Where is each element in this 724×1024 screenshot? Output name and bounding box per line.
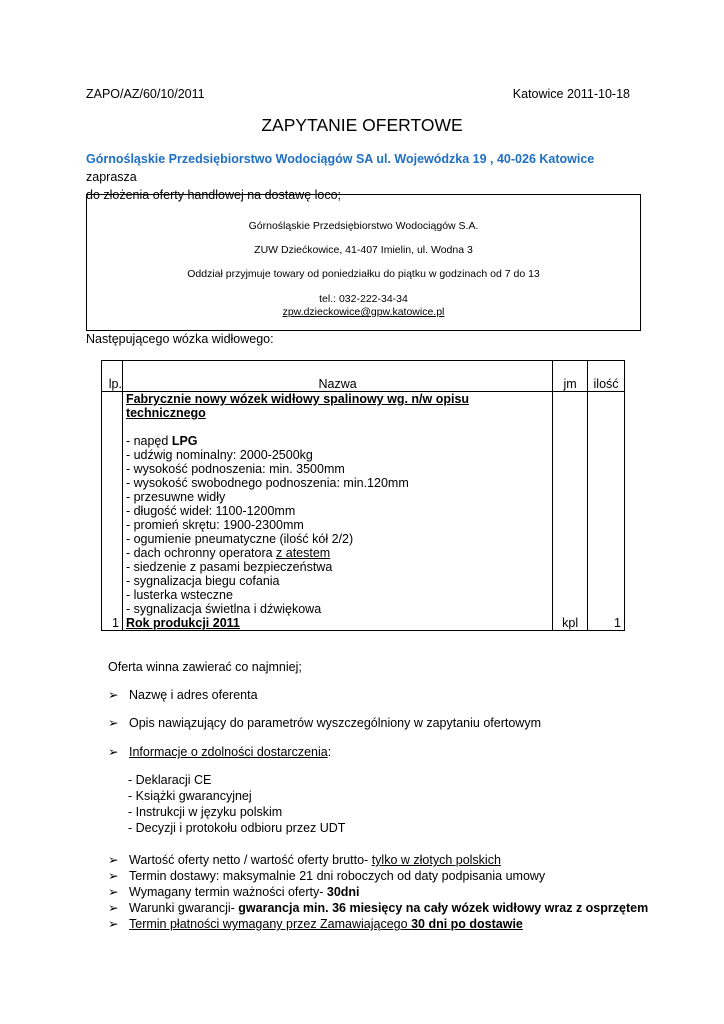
list-item xyxy=(108,715,541,730)
bullet-text: Warunki gwarancji- xyxy=(129,901,239,915)
document-date: Katowice 2011-10-18 xyxy=(512,87,630,101)
list-item xyxy=(108,884,360,899)
offer-intro: Oferta winna zawierać co najmniej; xyxy=(108,660,302,674)
box-address: ZUW Dziećkowice, 41-407 Imielin, ul. Wodna 3 xyxy=(254,244,473,256)
row-name xyxy=(122,392,552,631)
spec-item: - sygnalizacja świetlna i dźwiękowa xyxy=(125,602,322,616)
bullet-text: Nazwę i adres oferenta xyxy=(129,688,258,702)
bullet-text: Termin płatności wymagany przez Zamawiającego xyxy=(129,917,412,931)
box-hours: Oddział przyjmuje towary od poniedziałku do piątku w godzinach od 7 do 13 xyxy=(187,268,540,280)
spec-item: - wysokość swobodnego podnoszenia: min.120mm xyxy=(125,476,409,490)
list-item xyxy=(108,916,523,931)
bullet-emphasis: gwarancja min. 36 miesięcy na cały wózek widłowy wraz z osprzętem xyxy=(238,901,649,915)
arrow-icon: ➢ xyxy=(108,853,119,867)
spec-roof xyxy=(126,546,552,560)
spec-drive-value: LPG xyxy=(171,434,198,448)
bullet-emphasis: 30dni xyxy=(326,885,360,899)
bullet-text: Wymagany termin ważności oferty- xyxy=(129,885,327,899)
spec-drive-label: - napęd xyxy=(125,434,172,448)
box-email[interactable]: zpw.dzieckowice@gpw.katowice.pl xyxy=(282,306,445,318)
bullet-text: Opis nawiązujący do parametrów wyszczególniony w zapytaniu ofertowym xyxy=(129,716,541,730)
bullet-text: Termin dostawy: maksymalnie 21 dni roboczych od daty podpisania umowy xyxy=(129,869,546,883)
bullet-text: Informacje o zdolności dostarczenia xyxy=(129,745,328,759)
arrow-icon: ➢ xyxy=(108,901,119,915)
header-name: Nazwa xyxy=(122,361,552,392)
spec-list xyxy=(126,434,552,616)
sub-item: - Decyzji i protokołu odbioru przez UDT xyxy=(128,821,346,835)
company-name: Górnośląskie Przedsiębiorstwo Wodociągów SA ul. Wojewódzka 19 , 40-026 Katowice xyxy=(86,152,595,166)
box-phone: tel.: 032-222-34-34 xyxy=(319,293,408,305)
specification-table xyxy=(101,360,625,631)
row-jm: kpl xyxy=(553,392,588,631)
list-item xyxy=(108,744,331,759)
list-item xyxy=(108,900,648,915)
spec-item: - długość wideł: 1100-1200mm xyxy=(125,504,296,518)
spec-item: - siedzenie z pasami bezpieczeństwa xyxy=(125,560,333,574)
spec-item: - sygnalizacja biegu cofania xyxy=(125,574,280,588)
bullet-colon: : xyxy=(327,745,332,759)
document-reference: ZAPO/AZ/60/10/2011 xyxy=(86,87,205,101)
arrow-icon: ➢ xyxy=(108,688,119,702)
box-company: Górnośląskie Przedsiębiorstwo Wodociągów S.A. xyxy=(248,220,479,232)
intro-text-1: zaprasza xyxy=(86,170,137,184)
row-qty: 1 xyxy=(588,392,625,631)
spec-roof-label: - dach ochronny operatora xyxy=(125,546,277,560)
list-item xyxy=(108,687,258,702)
delivery-address-box xyxy=(86,194,641,331)
table-header-row xyxy=(102,361,625,392)
list-item xyxy=(108,868,545,883)
spec-item: - udźwig nominalny: 2000-2500kg xyxy=(125,448,313,462)
spec-drive xyxy=(126,434,552,448)
sub-item: - Deklaracji CE xyxy=(128,773,212,787)
arrow-icon: ➢ xyxy=(108,917,119,931)
spec-roof-value: z atestem xyxy=(276,546,331,560)
page-title: ZAPYTANIE OFERTOWE xyxy=(261,115,463,135)
sub-item: - Książki gwarancyjnej xyxy=(128,789,252,803)
intro-text-2: do złożenia oferty handlowej na dostawę loco; xyxy=(86,188,342,202)
table-row xyxy=(102,392,625,631)
row-lp: 1 xyxy=(102,392,123,631)
spec-item: - wysokość podnoszenia: min. 3500mm xyxy=(125,462,345,476)
production-year: Rok produkcji 2011 xyxy=(125,616,240,630)
arrow-icon: ➢ xyxy=(108,745,119,759)
bullet-emphasis: 30 dni po dostawie xyxy=(411,917,523,931)
header-jm: jm xyxy=(553,361,588,392)
spec-item: - ogumienie pneumatyczne (ilość kół 2/2) xyxy=(125,532,354,546)
arrow-icon: ➢ xyxy=(108,869,119,883)
spec-item: - lusterka wsteczne xyxy=(125,588,233,602)
bullet-emphasis: tylko w złotych polskich xyxy=(371,853,501,867)
header-qty: ilość xyxy=(588,361,625,392)
bullet-text: Wartość oferty netto / wartość oferty brutto- xyxy=(129,853,372,867)
arrow-icon: ➢ xyxy=(108,716,119,730)
spec-item: - promień skrętu: 1900-2300mm xyxy=(125,518,304,532)
sub-item: - Instrukcji w języku polskim xyxy=(128,805,283,819)
sub-list xyxy=(128,772,345,836)
arrow-icon: ➢ xyxy=(108,885,119,899)
item-heading: Fabrycznie nowy wózek widłowy spalinowy wg. n/w opisu technicznego xyxy=(125,392,470,420)
header-lp: lp. xyxy=(102,361,123,392)
item-intro: Następującego wózka widłowego: xyxy=(86,332,274,346)
list-item xyxy=(108,852,501,867)
spec-item: - przesuwne widły xyxy=(125,490,226,504)
